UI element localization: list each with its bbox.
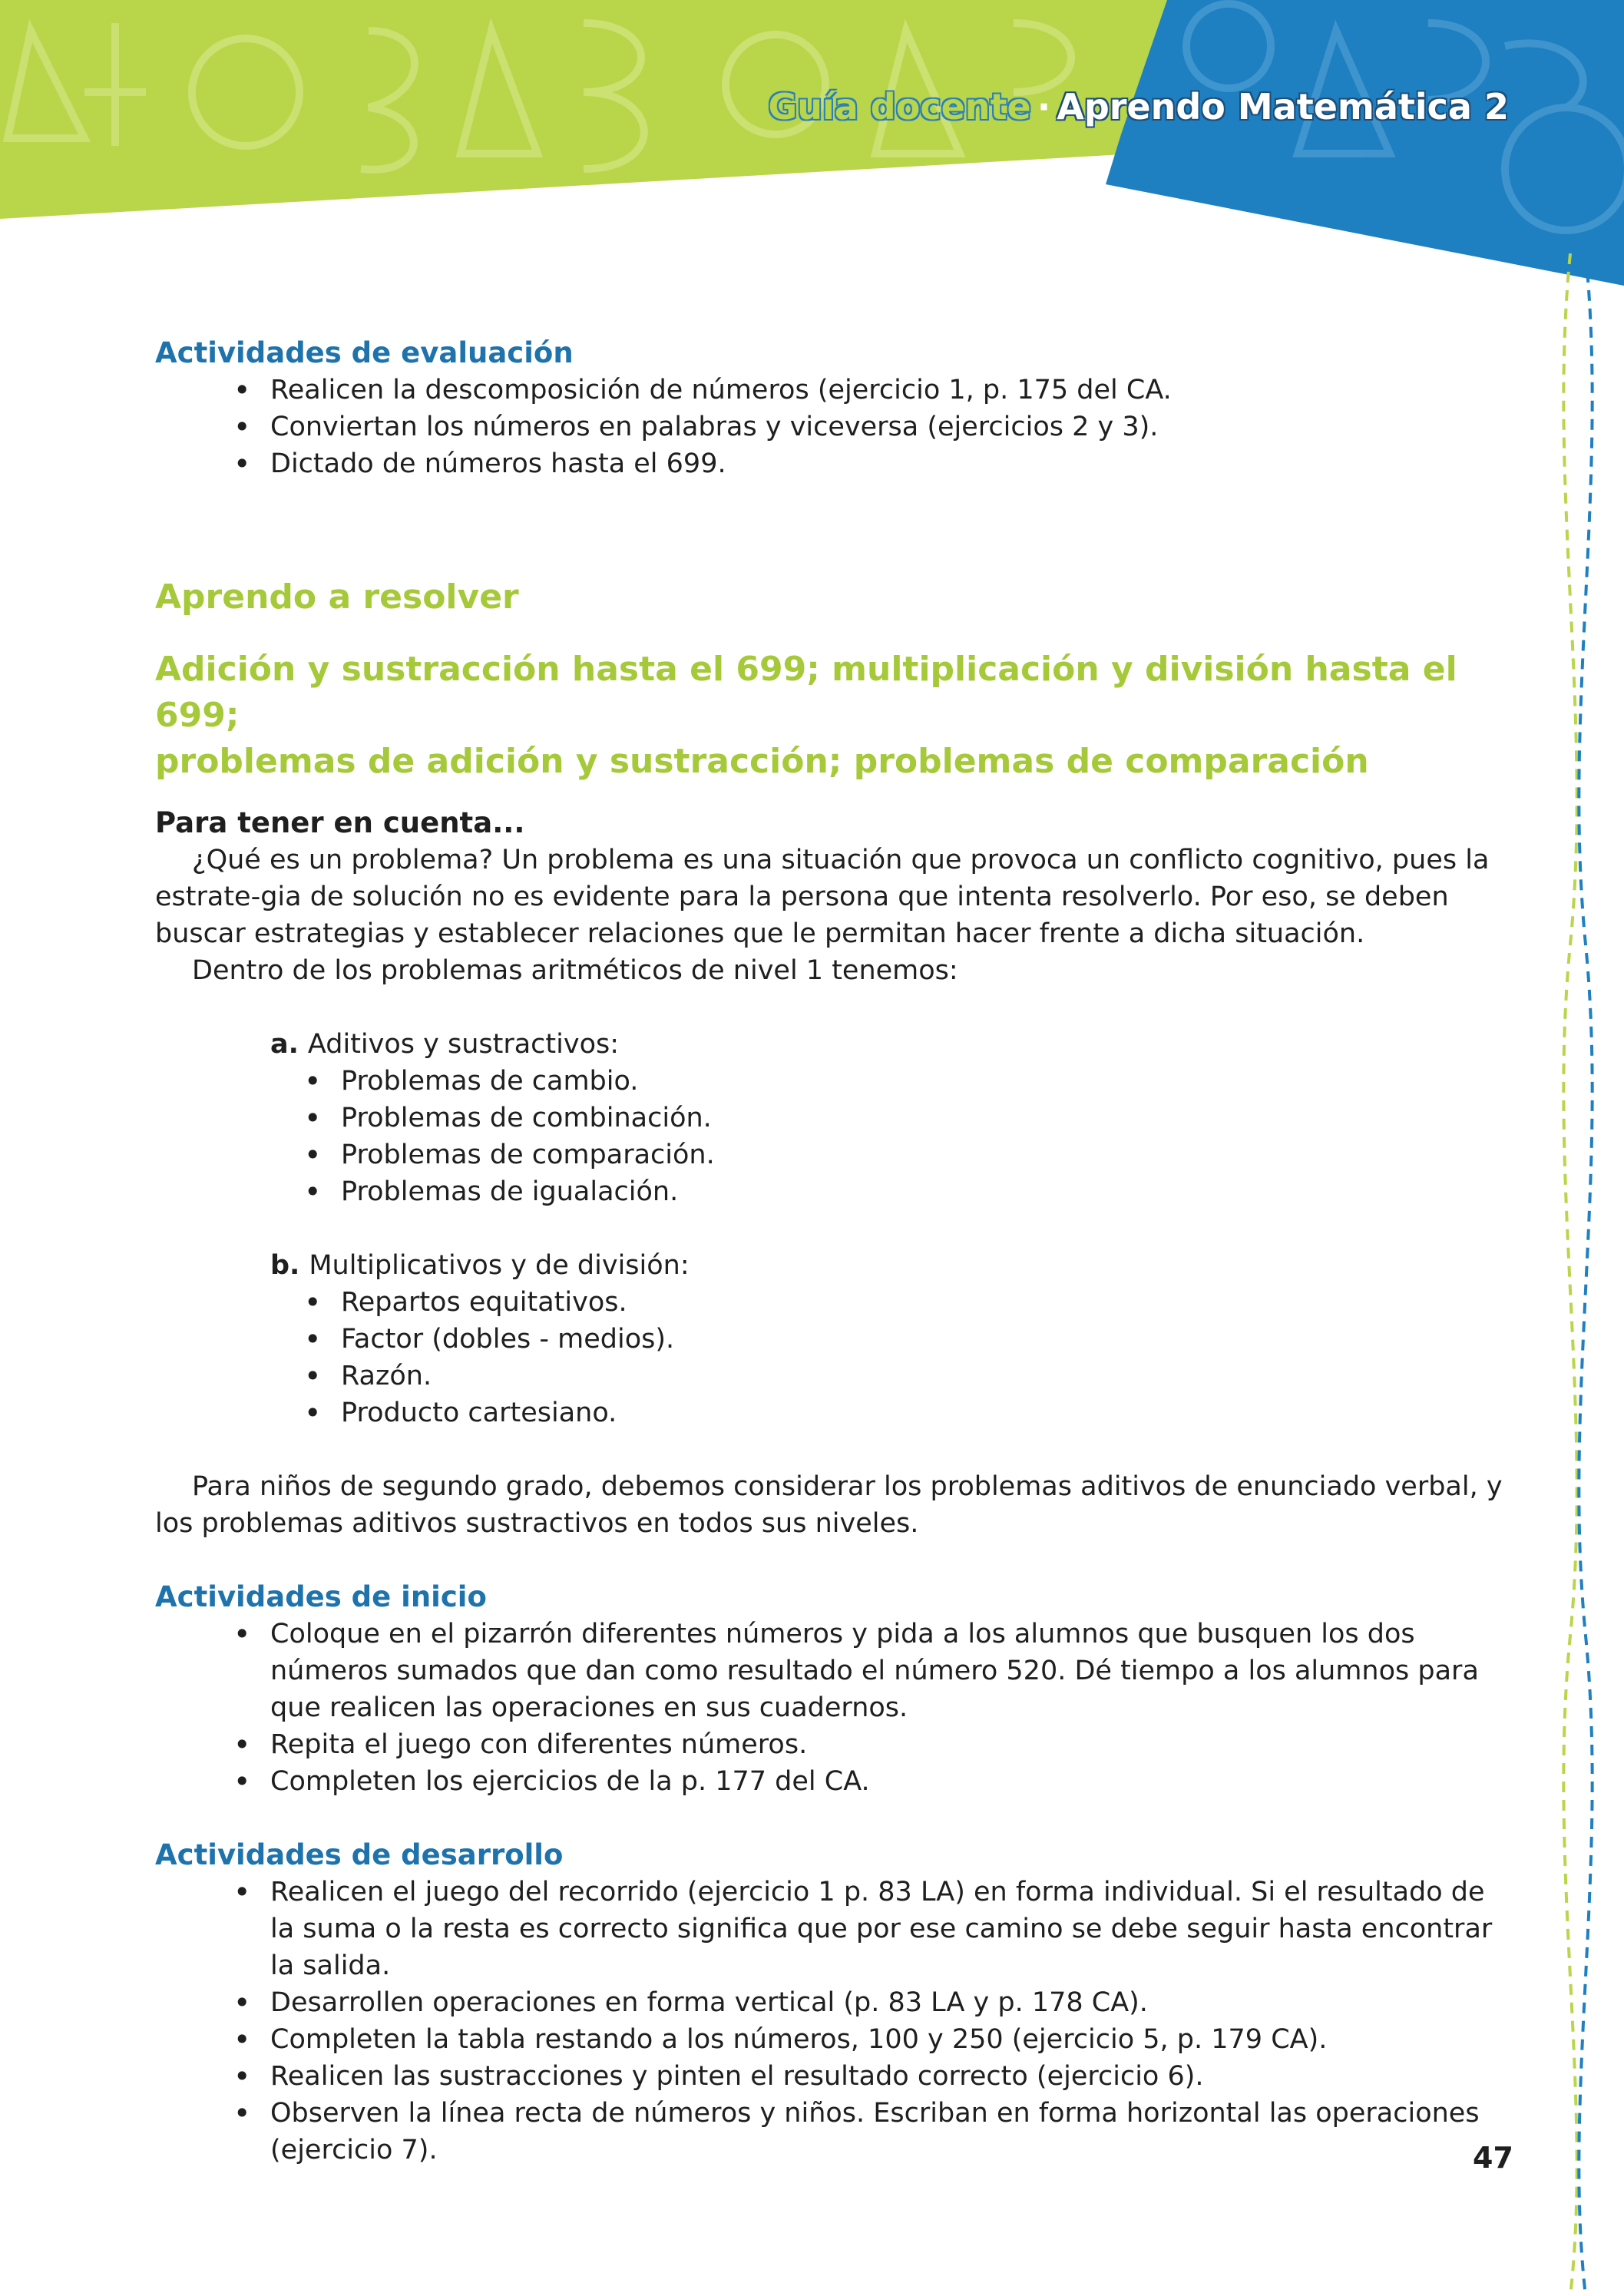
inicio-list: [155, 1616, 1514, 1800]
list-item: • Realicen las sustracciones y pinten el resultado correcto (ejercicio 6).: [270, 2058, 1514, 2095]
list-item: • Conviertan los números en palabras y viceversa (ejercicios 2 y 3).: [270, 409, 1514, 445]
section-subtitle-line2: problemas de adición y sustracción; problemas de comparación: [155, 742, 1369, 781]
group-a-label: Aditivos y sustractivos:: [307, 1029, 620, 1060]
list-item: • Desarrollen operaciones en forma vertical (p. 83 LA y p. 178 CA).: [270, 1984, 1514, 2021]
list-item: • Repartos equitativos.: [341, 1284, 1514, 1321]
desarrollo-list: [155, 1874, 1514, 2169]
group-a-list: [270, 1063, 1514, 1210]
note-heading: Para tener en cuenta...: [155, 806, 525, 839]
list-item: • Observen la línea recta de números y niños. Escriban en forma horizontal las operaciones (ejercicio 7).: [270, 2095, 1514, 2169]
page-number: 47: [1473, 2141, 1513, 2175]
eval-heading: Actividades de evaluación: [155, 336, 574, 369]
header-separator: ·: [1037, 86, 1051, 127]
group-a: [155, 1026, 1514, 1210]
list-item: • Realicen el juego del recorrido (ejercicio 1 p. 83 LA) en forma individual. Si el resultado de la suma o la resta es correcto significa que por ese camino se debe seguir hasta encontrar la salida.: [270, 1874, 1514, 1984]
list-item: • Completen los ejercicios de la p. 177 del CA.: [270, 1763, 1514, 1800]
header-banner: [0, 0, 1624, 292]
list-item: • Coloque en el pizarrón diferentes números y pida a los alumnos que busquen los dos números sumados que dan como resultado el número 520. Dé tiempo a los alumnos para que realicen las operaciones en sus cuadernos.: [270, 1616, 1514, 1726]
group-b-list: [270, 1284, 1514, 1431]
list-item: • Repita el juego con diferentes números.: [270, 1726, 1514, 1763]
header-title: [768, 86, 1509, 127]
list-item: • Problemas de igualación.: [341, 1173, 1514, 1210]
list-item: • Problemas de comparación.: [341, 1136, 1514, 1173]
section-title: Aprendo a resolver: [155, 577, 519, 617]
list-item: • Realicen la descomposición de números (ejercicio 1, p. 175 del CA.: [270, 372, 1514, 409]
note-paragraph-3: Para niños de segundo grado, debemos considerar los problemas aditivos de enunciado verbal, y los problemas aditivos sustractivos en todos sus niveles.: [155, 1471, 1503, 1539]
list-item: • Completen la tabla restando a los números, 100 y 250 (ejercicio 5, p. 179 CA).: [270, 2021, 1514, 2058]
section-subtitle-line1: Adición y sustracción hasta el 699; multiplicación y división hasta el 699;: [155, 650, 1457, 735]
group-b-letter: b.: [270, 1250, 300, 1281]
group-a-letter: a.: [270, 1029, 299, 1060]
list-item: • Dictado de números hasta el 699.: [270, 445, 1514, 482]
list-item: • Factor (dobles - medios).: [341, 1321, 1514, 1358]
list-item: • Problemas de cambio.: [341, 1063, 1514, 1100]
list-item: • Problemas de combinación.: [341, 1100, 1514, 1136]
note-paragraph-2: Dentro de los problemas aritméticos de nivel 1 tenemos:: [192, 955, 958, 986]
side-decoration: [1540, 253, 1624, 2296]
list-item: • Razón.: [341, 1358, 1514, 1394]
note-paragraph-1: ¿Qué es un problema? Un problema es una situación que provoca un conflicto cognitivo, pues la estrate-gia de solución no es evidente para la persona que intenta resolverlo. Por eso, se deben buscar estrategias y establecer relaciones que le permitan hacer frente a dicha situación.: [155, 845, 1490, 949]
list-item: • Producto cartesiano.: [341, 1394, 1514, 1431]
desarrollo-heading: Actividades de desarrollo: [155, 1838, 564, 1871]
book-title: Aprendo Matemática 2: [1057, 86, 1509, 127]
guide-label: Guía docente: [768, 86, 1031, 127]
page-content: [155, 335, 1514, 2169]
group-b-label: Multiplicativos y de división:: [309, 1250, 690, 1281]
eval-list: [155, 372, 1514, 482]
inicio-heading: Actividades de inicio: [155, 1580, 487, 1613]
group-b: [155, 1247, 1514, 1431]
